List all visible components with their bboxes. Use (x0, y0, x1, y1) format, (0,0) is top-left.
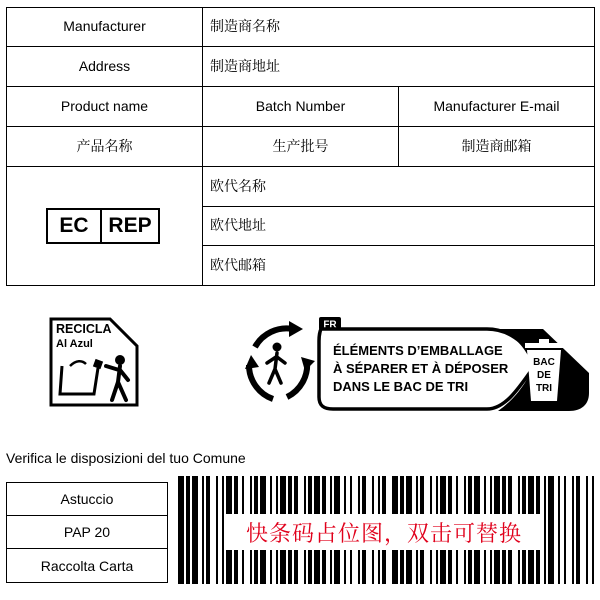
barcode-bar (544, 476, 546, 584)
bin-line-3: TRI (535, 383, 553, 394)
ec-text: EC (48, 210, 102, 242)
product-name-label: Product name (7, 87, 203, 127)
barcode-bar (576, 476, 580, 584)
triman-line-1: ÉLÉMENTS D’EMBALLAGE (333, 343, 503, 358)
barcode-bar (564, 476, 566, 584)
verify-municipality-text: Verifica le disposizioni del tuo Comune (6, 450, 246, 466)
field-labels-row (7, 87, 595, 127)
eu-rep-address: 欧代地址 (203, 207, 595, 246)
rep-text: REP (108, 214, 152, 238)
triman-country-code: FR (323, 319, 337, 331)
barcode-bar (178, 476, 184, 584)
manufacturer-row (7, 8, 595, 47)
triman-line-2: À SÉPARER ET À DÉPOSER (333, 361, 509, 376)
manufacturer-email-label: Manufacturer E-mail (399, 87, 595, 127)
recicla-subtitle: Al Azul (56, 338, 93, 350)
manufacturer-email-value: 制造商邮箱 (399, 127, 595, 167)
barcode-bar (586, 476, 588, 584)
ec-rep-symbol (46, 208, 160, 244)
eu-rep-email: 欧代邮箱 (203, 246, 595, 286)
disposal-row-material-code: PAP 20 (7, 516, 168, 549)
address-row (7, 47, 595, 87)
barcode-bar (548, 476, 554, 584)
address-label: Address (7, 47, 203, 87)
disposal-row-collection: Raccolta Carta (7, 549, 168, 583)
field-values-row (7, 127, 595, 167)
barcode-bar (192, 476, 198, 584)
disposal-row-packaging: Astuccio (7, 483, 168, 516)
eu-name-row (7, 167, 595, 207)
barcode-bar (206, 476, 210, 584)
triman-line-3: DANS LE BAC DE TRI (333, 379, 469, 394)
product-name-value: 产品名称 (7, 127, 203, 167)
batch-number-label: Batch Number (203, 87, 399, 127)
barcode-bar (202, 476, 204, 584)
address-value: 制造商地址 (203, 47, 595, 87)
batch-number-value: 生产批号 (203, 127, 399, 167)
product-info-table (6, 7, 595, 286)
barcode-bar (572, 476, 574, 584)
triman-symbol (245, 321, 315, 399)
barcode-bar (558, 476, 560, 584)
recicla-title: RECICLA (56, 322, 112, 336)
barcode-bar (186, 476, 190, 584)
bin-line-1: BAC (533, 357, 555, 368)
manufacturer-label: Manufacturer (7, 8, 203, 47)
recicla-al-azul-icon (48, 316, 140, 408)
barcode-placeholder-text[interactable]: 快条码占位图，双击可替换 (225, 514, 543, 550)
eu-rep-name: 欧代名称 (203, 167, 595, 207)
disposal-table (6, 482, 168, 583)
triman-info-tri-icon (243, 317, 589, 413)
manufacturer-value: 制造商名称 (203, 8, 595, 47)
barcode-bar (216, 476, 218, 584)
barcode-bar (222, 476, 224, 584)
barcode-bar (592, 476, 594, 584)
bin-line-2: DE (537, 370, 551, 381)
ec-rep-cell (7, 167, 203, 286)
